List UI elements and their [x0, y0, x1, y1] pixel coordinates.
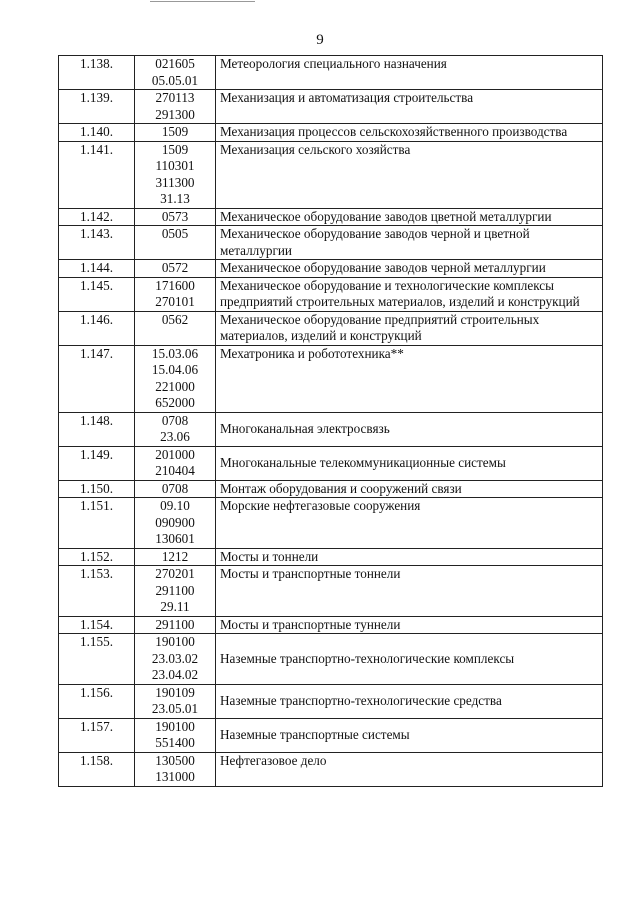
specialty-code: 05.05.01 [151, 72, 199, 88]
row-codes [135, 277, 216, 311]
specialty-code: 291300 [155, 106, 195, 122]
specialty-code: 190109 [155, 684, 195, 700]
table-row [59, 124, 603, 142]
table-row [59, 616, 603, 634]
page-number: 9 [316, 32, 324, 48]
row-number: 1.155. [59, 634, 135, 685]
specialty-title: Метеорология специального назначения [216, 56, 603, 90]
specialty-code: 021605 [155, 56, 195, 71]
specialty-code: 652000 [155, 395, 195, 410]
table-row [59, 90, 603, 124]
row-number: 1.150. [59, 480, 135, 498]
specialty-code: 311300 [155, 174, 195, 190]
specialty-code: 0562 [161, 311, 189, 327]
row-codes [135, 412, 216, 446]
specialty-code: 291100 [155, 616, 195, 632]
specialty-code: 0708 [161, 480, 189, 496]
specialty-title: Механизация процессов сельскохозяйственного производства [216, 124, 603, 142]
row-codes [135, 141, 216, 208]
row-codes [135, 548, 216, 566]
scan-top-rule [150, 1, 255, 2]
row-number: 1.145. [59, 277, 135, 311]
row-codes [135, 634, 216, 685]
specialty-title: Механизация сельского хозяйства [216, 141, 603, 208]
specialty-code: 23.04.02 [151, 667, 199, 682]
specialty-title: Многоканальная электросвязь [216, 412, 603, 446]
specialty-title: Мехатроника и робототехника** [216, 345, 603, 412]
row-number: 1.149. [59, 446, 135, 480]
specialty-code: 23.05.01 [151, 701, 199, 716]
specialty-code: 221000 [155, 378, 195, 394]
table-row [59, 208, 603, 226]
specialty-code: 15.04.06 [151, 362, 199, 377]
specialty-code: 0708 [161, 412, 189, 428]
specialty-code: 1509 [161, 141, 189, 157]
specialty-code: 110301 [155, 158, 195, 173]
table-row [59, 684, 603, 718]
row-codes [135, 684, 216, 718]
specialty-title: Механизация и автоматизация строительства [216, 90, 603, 124]
row-number: 1.157. [59, 718, 135, 752]
row-codes [135, 56, 216, 90]
table-row [59, 311, 603, 345]
table-row [59, 718, 603, 752]
specialty-title: Мосты и тоннели [216, 548, 603, 566]
specialty-code: 190100 [155, 634, 195, 649]
specialty-title: Мосты и транспортные тоннели [216, 566, 603, 617]
row-number: 1.146. [59, 311, 135, 345]
row-codes [135, 345, 216, 412]
row-number: 1.139. [59, 90, 135, 124]
specialty-code: 210404 [155, 463, 195, 478]
table-row [59, 446, 603, 480]
specialty-code: 15.03.06 [151, 345, 199, 361]
specialty-code: 130601 [155, 531, 195, 546]
table-row [59, 634, 603, 685]
row-number: 1.144. [59, 260, 135, 278]
row-number: 1.158. [59, 752, 135, 786]
row-number: 1.148. [59, 412, 135, 446]
row-codes [135, 616, 216, 634]
specialty-code: 171600 [155, 277, 195, 293]
specialty-code: 23.06 [160, 429, 190, 444]
specialty-title: Нефтегазовое дело [216, 752, 603, 786]
table-row [59, 752, 603, 786]
specialty-code: 131000 [155, 769, 195, 784]
table-row [59, 548, 603, 566]
specialties-table [58, 55, 603, 787]
table-row [59, 277, 603, 311]
specialty-title: Наземные транспортно-технологические комплексы [216, 634, 603, 685]
row-codes [135, 718, 216, 752]
specialty-title: Мосты и транспортные туннели [216, 616, 603, 634]
specialty-title: Многоканальные телекоммуникационные системы [216, 446, 603, 480]
row-codes [135, 566, 216, 617]
specialty-code: 29.11 [160, 599, 190, 614]
row-codes [135, 480, 216, 498]
table-row [59, 226, 603, 260]
row-codes [135, 208, 216, 226]
specialty-code: 0505 [161, 226, 189, 241]
specialty-code: 31.13 [160, 191, 190, 206]
row-number: 1.143. [59, 226, 135, 260]
row-number: 1.151. [59, 498, 135, 549]
specialty-code: 291100 [155, 582, 195, 598]
row-codes [135, 260, 216, 278]
specialty-code: 0572 [161, 260, 189, 275]
specialty-code: 0573 [161, 208, 189, 224]
row-codes [135, 311, 216, 345]
specialty-title: Механическое оборудование заводов черной металлургии [216, 260, 603, 278]
specialty-code: 090900 [155, 514, 195, 530]
table-row [59, 345, 603, 412]
specialty-code: 1509 [161, 124, 189, 139]
specialty-code: 09.10 [160, 498, 190, 513]
table-row [59, 260, 603, 278]
specialty-code: 551400 [155, 735, 195, 750]
row-number: 1.138. [59, 56, 135, 90]
specialty-code: 1212 [161, 548, 189, 564]
specialty-code: 23.03.02 [151, 650, 199, 666]
row-codes [135, 124, 216, 142]
specialty-code: 270101 [155, 294, 195, 309]
specialty-code: 201000 [155, 446, 195, 462]
specialty-title: Морские нефтегазовые сооружения [216, 498, 603, 549]
row-codes [135, 90, 216, 124]
row-number: 1.154. [59, 616, 135, 634]
specialty-title: Механическое оборудование заводов цветной металлургии [216, 208, 603, 226]
specialty-title: Механическое оборудование и технологические комплексы предприятий строительных материалов, изделий и конструкций [216, 277, 603, 311]
row-number: 1.147. [59, 345, 135, 412]
row-number: 1.156. [59, 684, 135, 718]
table-row [59, 498, 603, 549]
table-row [59, 566, 603, 617]
row-codes [135, 498, 216, 549]
row-codes [135, 446, 216, 480]
specialty-title: Наземные транспортные системы [216, 718, 603, 752]
table-row [59, 480, 603, 498]
specialty-title: Механическое оборудование заводов черной и цветной металлургии [216, 226, 603, 260]
row-number: 1.153. [59, 566, 135, 617]
row-number: 1.140. [59, 124, 135, 142]
row-codes [135, 752, 216, 786]
specialty-code: 270201 [155, 566, 195, 581]
table-row [59, 141, 603, 208]
row-number: 1.152. [59, 548, 135, 566]
specialty-title: Наземные транспортно-технологические средства [216, 684, 603, 718]
row-number: 1.142. [59, 208, 135, 226]
specialty-title: Монтаж оборудования и сооружений связи [216, 480, 603, 498]
table-row [59, 412, 603, 446]
table-body [59, 56, 603, 787]
row-codes [135, 226, 216, 260]
table-row [59, 56, 603, 90]
specialty-code: 270113 [155, 90, 195, 105]
row-number: 1.141. [59, 141, 135, 208]
specialty-title: Механическое оборудование предприятий строительных материалов, изделий и конструкций [216, 311, 603, 345]
specialty-code: 190100 [155, 718, 195, 734]
specialty-code: 130500 [155, 752, 195, 768]
